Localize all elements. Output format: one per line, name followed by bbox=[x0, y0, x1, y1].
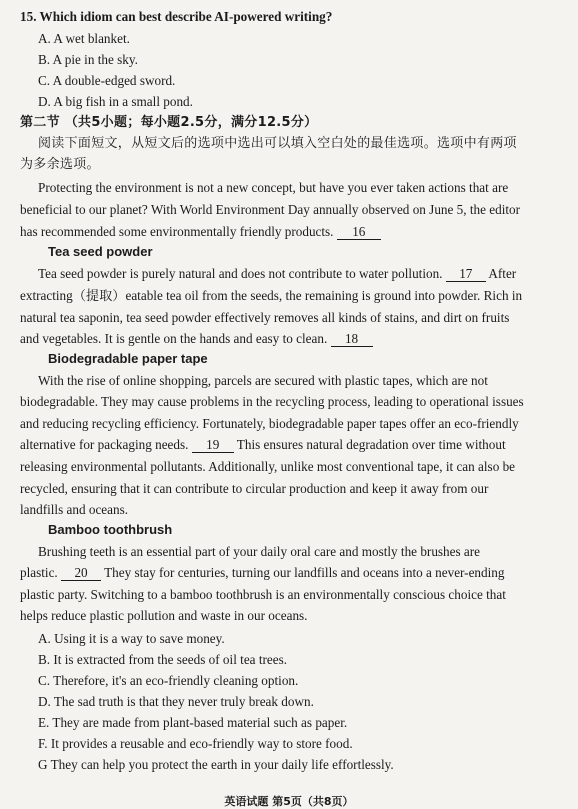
heading-paper-tape: Biodegradable paper tape bbox=[48, 351, 208, 366]
tea-line-2: extracting（提取）eatable tea oil from the seeds, the remaining is ground into powder. Rich in bbox=[20, 288, 523, 303]
bamboo-line-2 bbox=[20, 565, 504, 581]
tea-line-4-text: and vegetables. It is gentle on the hands and easy to clean. bbox=[20, 331, 328, 346]
tape-line-4 bbox=[20, 437, 506, 453]
tape-line-6: recycled, ensuring that it can contribute to circular production and keep it away from our bbox=[20, 481, 489, 496]
passage-intro-line-1: Protecting the environment is not a new concept, but have you ever taken actions that are bbox=[38, 180, 509, 195]
bamboo-line-2-before: plastic. bbox=[20, 565, 58, 580]
blank-17[interactable]: 17 bbox=[446, 267, 486, 282]
section-title: 第二节 （共5小题；每小题2.5分，满分12.5分） bbox=[20, 115, 318, 130]
tape-line-1: With the rise of online shopping, parcels are secured with plastic tapes, which are not bbox=[38, 373, 488, 388]
tape-line-3: and reducing recycling efficiency. Fortunately, biodegradable paper tapes offer an eco-friendly bbox=[20, 416, 519, 431]
bamboo-line-2-after: They stay for centuries, turning our landfills and oceans into a never-ending bbox=[104, 565, 505, 580]
tea-line-1 bbox=[38, 266, 516, 282]
question-15-option-b: B. A pie in the sky. bbox=[38, 52, 138, 67]
passage-intro-line-3-text: has recommended some environmentally friendly products. bbox=[20, 224, 334, 239]
blank-20[interactable]: 20 bbox=[61, 566, 101, 581]
tea-line-1-after: After bbox=[488, 266, 517, 281]
bamboo-line-1: Brushing teeth is an essential part of your daily oral care and mostly the brushes are bbox=[38, 544, 481, 559]
tea-line-3: natural tea saponin, tea seed powder effectively removes all kinds of stains, and dirt on fruits bbox=[20, 310, 510, 325]
question-15-option-d: D. A big fish in a small pond. bbox=[38, 94, 193, 109]
question-15-option-a: A. A wet blanket. bbox=[38, 31, 130, 46]
passage-intro-line-3 bbox=[20, 224, 381, 240]
choice-b: B. It is extracted from the seeds of oil tea trees. bbox=[38, 652, 288, 667]
page-footer: 英语试题 第5页（共8页） bbox=[224, 795, 354, 808]
tape-line-4-text: alternative for packaging needs. bbox=[20, 437, 189, 452]
question-15-option-c: C. A double-edged sword. bbox=[38, 73, 176, 88]
blank-18[interactable]: 18 bbox=[331, 332, 373, 347]
tape-line-2: biodegradable. They may cause problems in the recycling process, leading to operational issues bbox=[20, 394, 524, 409]
section-instruction-2: 为多余选项。 bbox=[20, 157, 100, 172]
blank-19[interactable]: 19 bbox=[192, 438, 234, 453]
tape-line-4-after: This ensures natural degradation over time without bbox=[236, 437, 506, 452]
section-instruction-1: 阅读下面短文，从短文后的选项中选出可以填入空白处的最佳选项。选项中有两项 bbox=[38, 136, 517, 151]
tape-line-5: releasing environmental pollutants. Additionally, unlike most conventional tape, it can also be bbox=[20, 459, 516, 474]
choice-e: E. They are made from plant-based material such as paper. bbox=[38, 715, 348, 730]
question-15-stem: 15. Which idiom can best describe AI-powered writing? bbox=[20, 9, 333, 24]
choice-g: G They can help you protect the earth in your daily life effortlessly. bbox=[38, 757, 394, 772]
heading-bamboo-toothbrush: Bamboo toothbrush bbox=[48, 522, 173, 537]
heading-tea-seed-powder: Tea seed powder bbox=[48, 244, 153, 259]
passage-intro-line-2: beneficial to our planet? With World Environment Day annually observed on June 5, the editor bbox=[20, 202, 521, 217]
tea-line-1-text: Tea seed powder is purely natural and does not contribute to water pollution. bbox=[38, 266, 443, 281]
tea-line-4 bbox=[20, 331, 373, 347]
choice-c: C. Therefore, it's an eco-friendly cleaning option. bbox=[38, 673, 299, 688]
choice-a: A. Using it is a way to save money. bbox=[38, 631, 225, 646]
choice-d: D. The sad truth is that they never truly break down. bbox=[38, 694, 314, 709]
tape-line-7: landfills and oceans. bbox=[20, 502, 129, 517]
choice-f: F. It provides a reusable and eco-friendly way to store food. bbox=[38, 736, 353, 751]
bamboo-line-3: plastic party. Switching to a bamboo toothbrush is an environmentally conscious choice that bbox=[20, 587, 506, 602]
blank-16[interactable]: 16 bbox=[337, 225, 381, 240]
bamboo-line-4: helps reduce plastic pollution and waste in our oceans. bbox=[20, 608, 308, 623]
